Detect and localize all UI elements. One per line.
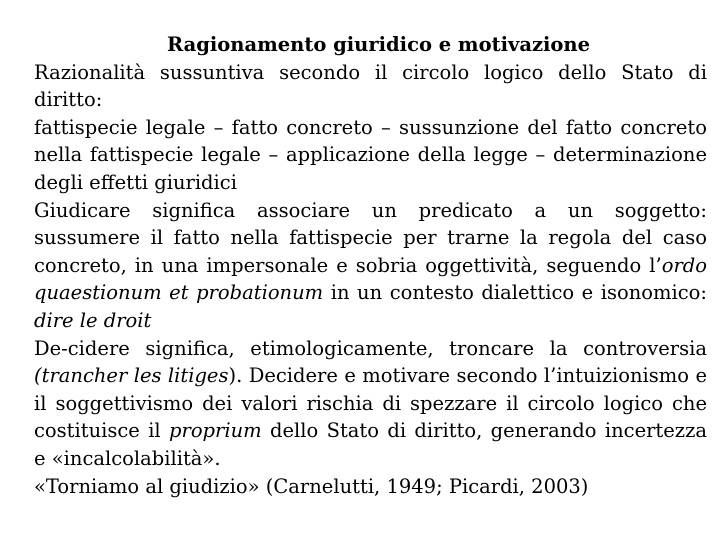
giudicare-text-1: Giudicare significa associare un predicato a un soggetto: sussumere il fatto nella fattispecie per trarne la regola del caso concreto, in una impersonale e sobria oggettività, seguendo l’ <box>34 198 707 277</box>
ordo-quaestionum-italic: ordo quaestionum et probationum <box>34 253 707 305</box>
decidere-text-2: ). Decidere e motivare secondo l’intuizionismo e il soggettivismo dei valori rischia di spezzare il circolo logico che costituisce il <box>34 364 707 443</box>
paragraph-giudicare <box>34 197 707 335</box>
slide-content <box>34 31 707 500</box>
paragraph-fattispecie: fattispecie legale – fatto concreto – sussunzione del fatto concreto nella fattispecie legale – applicazione della legge – determinazione degli effetti giuridici <box>34 115 707 194</box>
decidere-text-1: De-cidere significa, etimologicamente, troncare la controversia <box>34 336 707 360</box>
dire-le-droit-italic: dire le droit <box>34 308 152 332</box>
decidere-text-3: dello Stato di diritto, generando incertezza e «incalcolabilità». <box>34 419 707 470</box>
proprium-italic: proprium <box>169 419 262 443</box>
paragraph-sussuntiva: Razionalità sussuntiva secondo il circolo logico dello Stato di diritto: <box>34 60 707 112</box>
trancher-les-litiges-italic: (trancher les litiges <box>34 364 229 388</box>
giudicare-text-2: in un contesto dialettico e isonomico: <box>323 281 707 305</box>
paragraph-citation: «Torniamo al giudizio» (Carnelutti, 1949; Picardi, 2003) <box>34 474 589 498</box>
paragraph-decidere <box>34 335 707 473</box>
slide-title: Ragionamento giuridico e motivazione <box>166 33 591 56</box>
